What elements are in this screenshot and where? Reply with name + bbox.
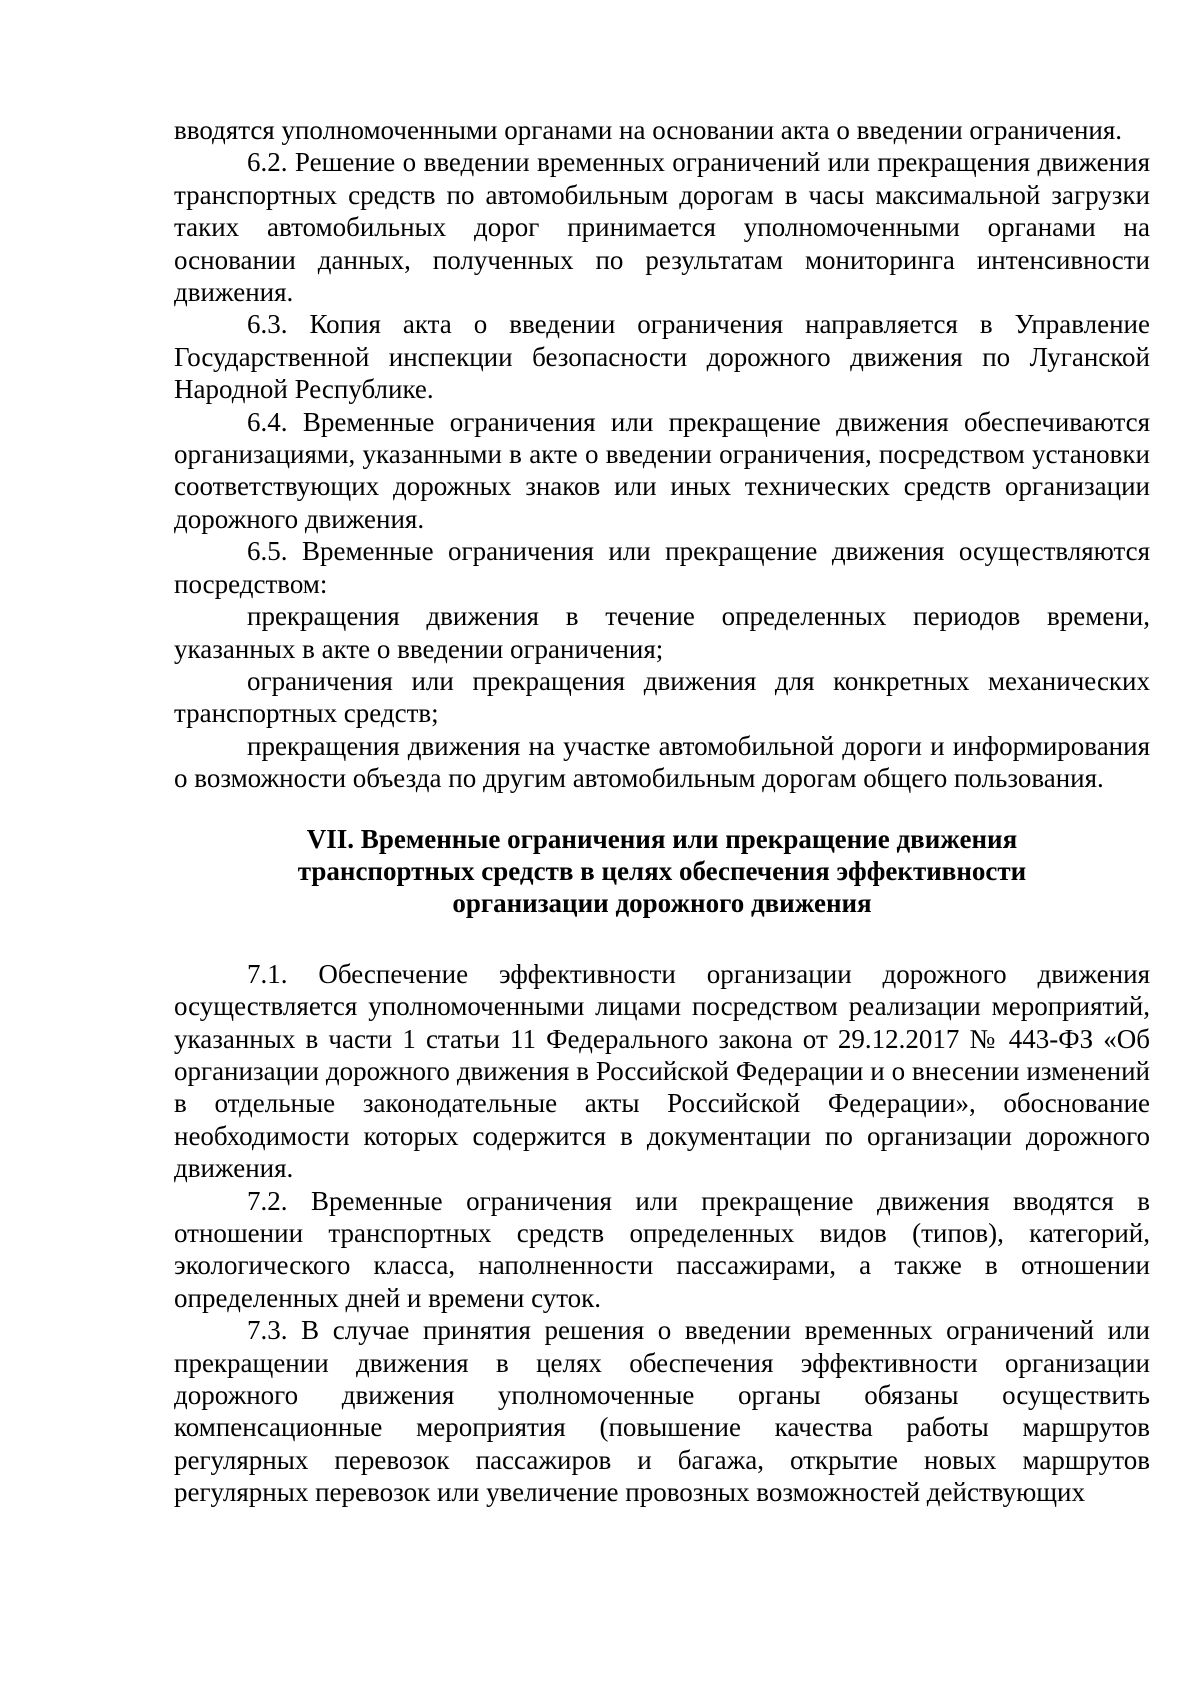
heading-line-2: транспортных средств в целях обеспечения эффективности — [297, 855, 1027, 886]
document-body — [174, 114, 1150, 1509]
paragraph-6-4: 6.4. Временные ограничения или прекращение движения обеспечиваются организациями, указанными в акте о введении ограничения, посредством установки соответствующих дорожных знаков или иных технических средств организации дорожного движения. — [174, 406, 1150, 534]
list-item-6-5-c: прекращения движения на участке автомобильной дороги и информирования о возможности объезда по другим автомобильным дорогам общего пользования. — [174, 730, 1150, 794]
list-item-6-5-b: ограничения или прекращения движения для конкретных механических транспортных средств; — [174, 665, 1150, 729]
section-heading-vii — [174, 823, 1150, 920]
paragraph-7-1: 7.1. Обеспечение эффективности организации дорожного движения осуществляется уполномоченными лицами посредством реализации мероприятий, указанных в части 1 статьи 11 Федерального закона от 29.12.2017 № 443-ФЗ «Об организации дорожного движения в Российской Федерации и о внесении изменений в отдельные законодательные акты Российской Федерации», обоснование необходимости которых содержится в документации по организации дорожного движения. — [174, 958, 1150, 1184]
list-item-6-5-a: прекращения движения в течение определенных периодов времени, указанных в акте о введении ограничения; — [174, 601, 1150, 664]
paragraph-6-3: 6.3. Копия акта о введении ограничения направляется в Управление Государственной инспекции безопасности дорожного движения по Луганской Народной Республике. — [174, 309, 1150, 405]
heading-line-1: VII. Временные ограничения или прекращение движения — [306, 823, 1018, 854]
paragraph-6-2: 6.2. Решение о введении временных ограничений или прекращения движения транспортных средств по автомобильным дорогам в часы максимальной загрузки таких автомобильных дорог принимается уполномоченными органами на основании данных, полученных по результатам мониторинга интенсивности движения. — [174, 147, 1150, 308]
heading-line-3: организации дорожного движения — [452, 888, 872, 919]
paragraph-continuation: вводятся уполномоченными органами на основании акта о введении ограничения. — [174, 115, 1123, 145]
paragraph-7-2: 7.2. Временные ограничения или прекращение движения вводятся в отношении транспортных средств определенных видов (типов), категорий, экологического класса, наполненности пассажирами, а также в отношении определенных дней и времени суток. — [174, 1185, 1150, 1313]
paragraph-7-3: 7.3. В случае принятия решения о введении временных ограничений или прекращении движения в целях обеспечения эффективности организации дорожного движения уполномоченные органы обязаны осуществить компенсационные мероприятия (повышение качества работы маршрутов регулярных перевозок пассажиров и багажа, открытие новых маршрутов регулярных перевозок или увеличение провозных возможностей действующих — [174, 1315, 1150, 1508]
paragraph-6-5: 6.5. Временные ограничения или прекращение движения осуществляются посредством: — [174, 536, 1150, 599]
